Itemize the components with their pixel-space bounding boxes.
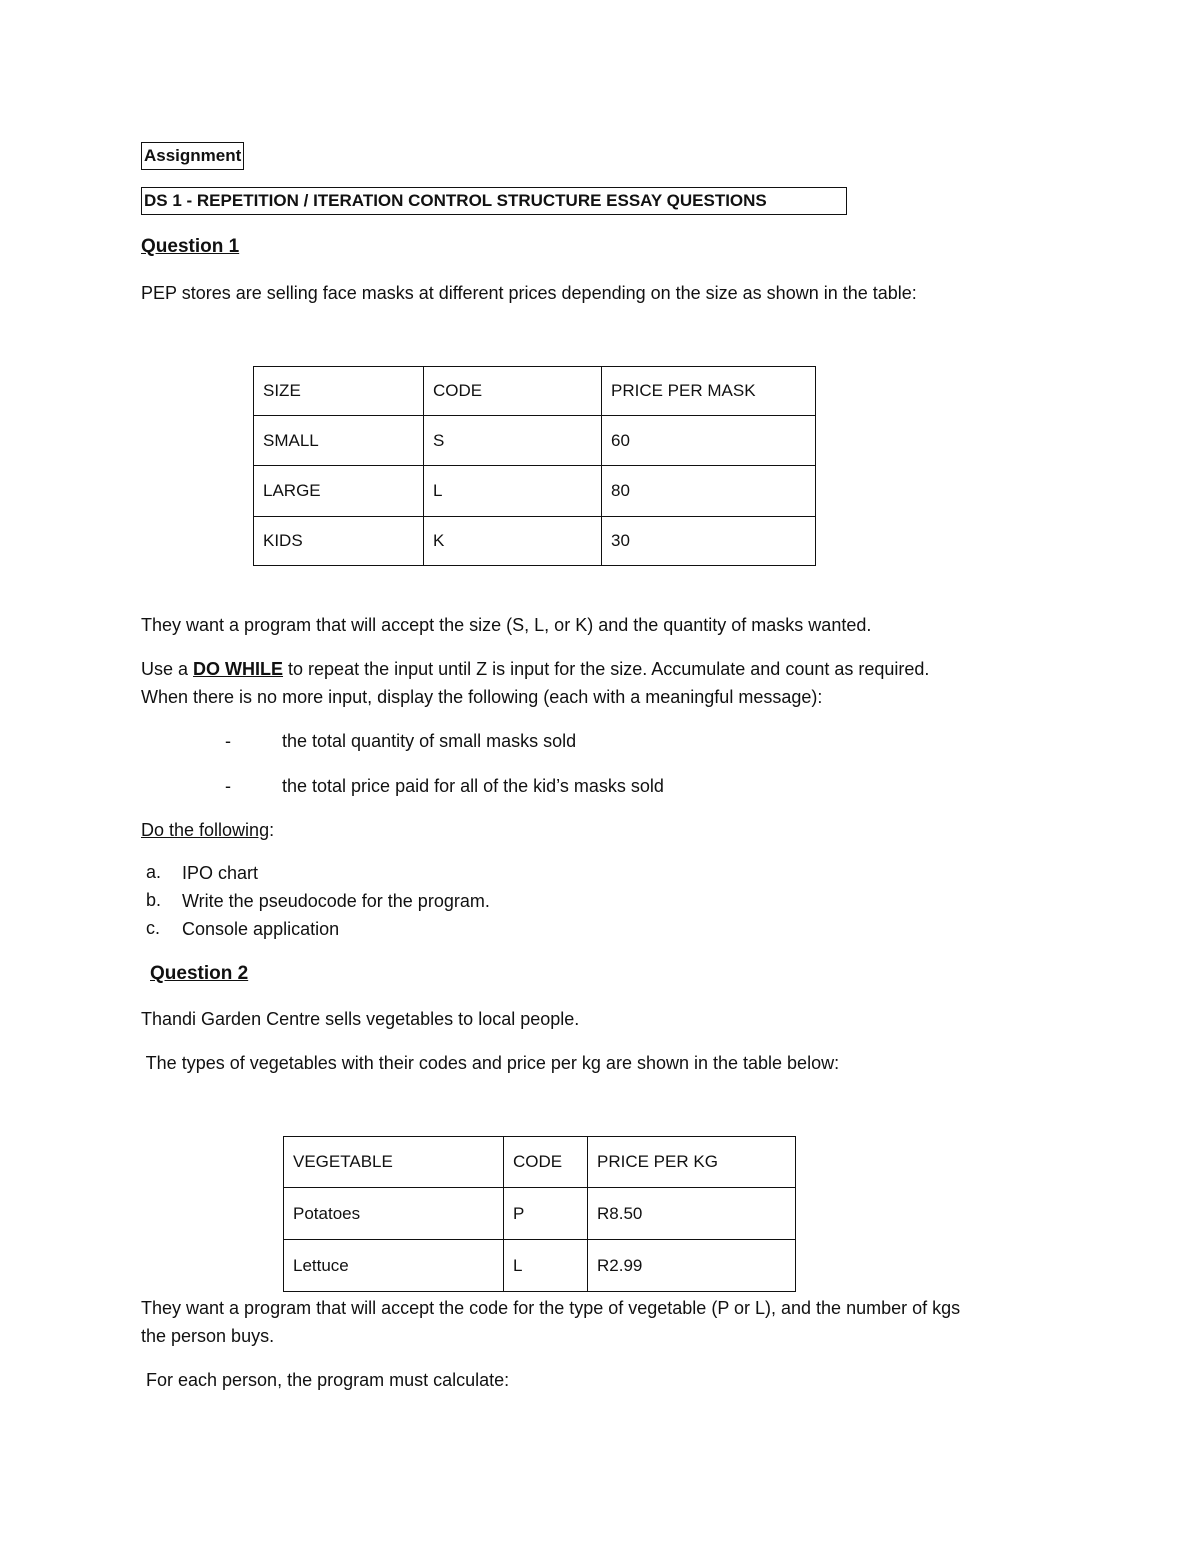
table-header-cell: SIZE	[254, 367, 424, 416]
table-cell: S	[424, 416, 602, 466]
bullet-marker: -	[225, 731, 231, 751]
vegetable-price-table	[283, 1136, 796, 1292]
question-2-paragraph-1-line-1: They want a program that will accept the code for the type of vegetable (P or L), and the number of kgs	[141, 1298, 961, 1318]
task-item: IPO chart	[182, 863, 259, 883]
question-1-paragraph-1: They want a program that will accept the size (S, L, or K) and the quantity of masks wanted.	[141, 615, 872, 635]
bullet-item: the total price paid for all of the kid’s masks sold	[282, 776, 664, 796]
do-while-keyword: DO WHILE	[193, 659, 284, 679]
table-cell: LARGE	[254, 466, 424, 517]
table-cell: R2.99	[588, 1240, 796, 1292]
table-cell: L	[504, 1240, 588, 1292]
table-header-row	[284, 1137, 796, 1188]
table-cell: Lettuce	[284, 1240, 504, 1292]
do-following-text: Do the following	[141, 820, 270, 840]
table-row	[284, 1188, 796, 1240]
task-marker: c.	[146, 918, 161, 938]
task-marker: a.	[146, 862, 162, 882]
table-header-cell: CODE	[504, 1137, 588, 1188]
task-item: Console application	[182, 919, 340, 939]
question-1-intro: PEP stores are selling face masks at different prices depending on the size as shown in the table:	[141, 283, 917, 303]
table-row	[284, 1240, 796, 1292]
question-2-paragraph-1-line-2: the person buys.	[141, 1326, 275, 1346]
table-header-cell: VEGETABLE	[284, 1137, 504, 1188]
question-1-paragraph-3: When there is no more input, display the following (each with a meaningful message):	[141, 687, 823, 707]
question-2-intro-2: The types of vegetables with their codes and price per kg are shown in the table below:	[141, 1053, 840, 1073]
question-1-paragraph-2	[141, 658, 929, 680]
assignment-label: Assignment	[141, 142, 244, 170]
question-1-heading: Question 1	[141, 236, 240, 257]
table-cell: 60	[602, 416, 816, 466]
module-title: DS 1 - REPETITION / ITERATION CONTROL STRUCTURE ESSAY QUESTIONS	[141, 187, 847, 215]
table-cell: R8.50	[588, 1188, 796, 1240]
table-row	[254, 466, 816, 517]
table-cell: Potatoes	[284, 1188, 504, 1240]
mask-price-table	[253, 366, 816, 566]
paragraph-2-prefix: Use a	[141, 659, 194, 679]
table-cell: SMALL	[254, 416, 424, 466]
do-following-label	[141, 819, 274, 841]
paragraph-2-suffix: to repeat the input until Z is input for the size. Accumulate and count as required.	[283, 659, 930, 679]
table-header-cell: CODE	[424, 367, 602, 416]
question-2-heading: Question 2	[150, 963, 249, 984]
table-cell: P	[504, 1188, 588, 1240]
bullet-marker: -	[225, 776, 231, 796]
do-following-colon: :	[269, 820, 275, 840]
table-row	[254, 416, 816, 466]
question-2-intro-1: Thandi Garden Centre sells vegetables to local people.	[141, 1009, 580, 1029]
table-cell: KIDS	[254, 517, 424, 566]
task-marker: b.	[146, 890, 162, 910]
table-cell: 30	[602, 517, 816, 566]
table-row	[254, 517, 816, 566]
table-cell: 80	[602, 466, 816, 517]
table-cell: L	[424, 466, 602, 517]
table-header-cell: PRICE PER KG	[588, 1137, 796, 1188]
task-item: Write the pseudocode for the program.	[182, 891, 490, 911]
bullet-item: the total quantity of small masks sold	[282, 731, 577, 751]
table-header-cell: PRICE PER MASK	[602, 367, 816, 416]
table-header-row	[254, 367, 816, 416]
question-2-paragraph-2: For each person, the program must calculate:	[141, 1370, 510, 1390]
table-cell: K	[424, 517, 602, 566]
